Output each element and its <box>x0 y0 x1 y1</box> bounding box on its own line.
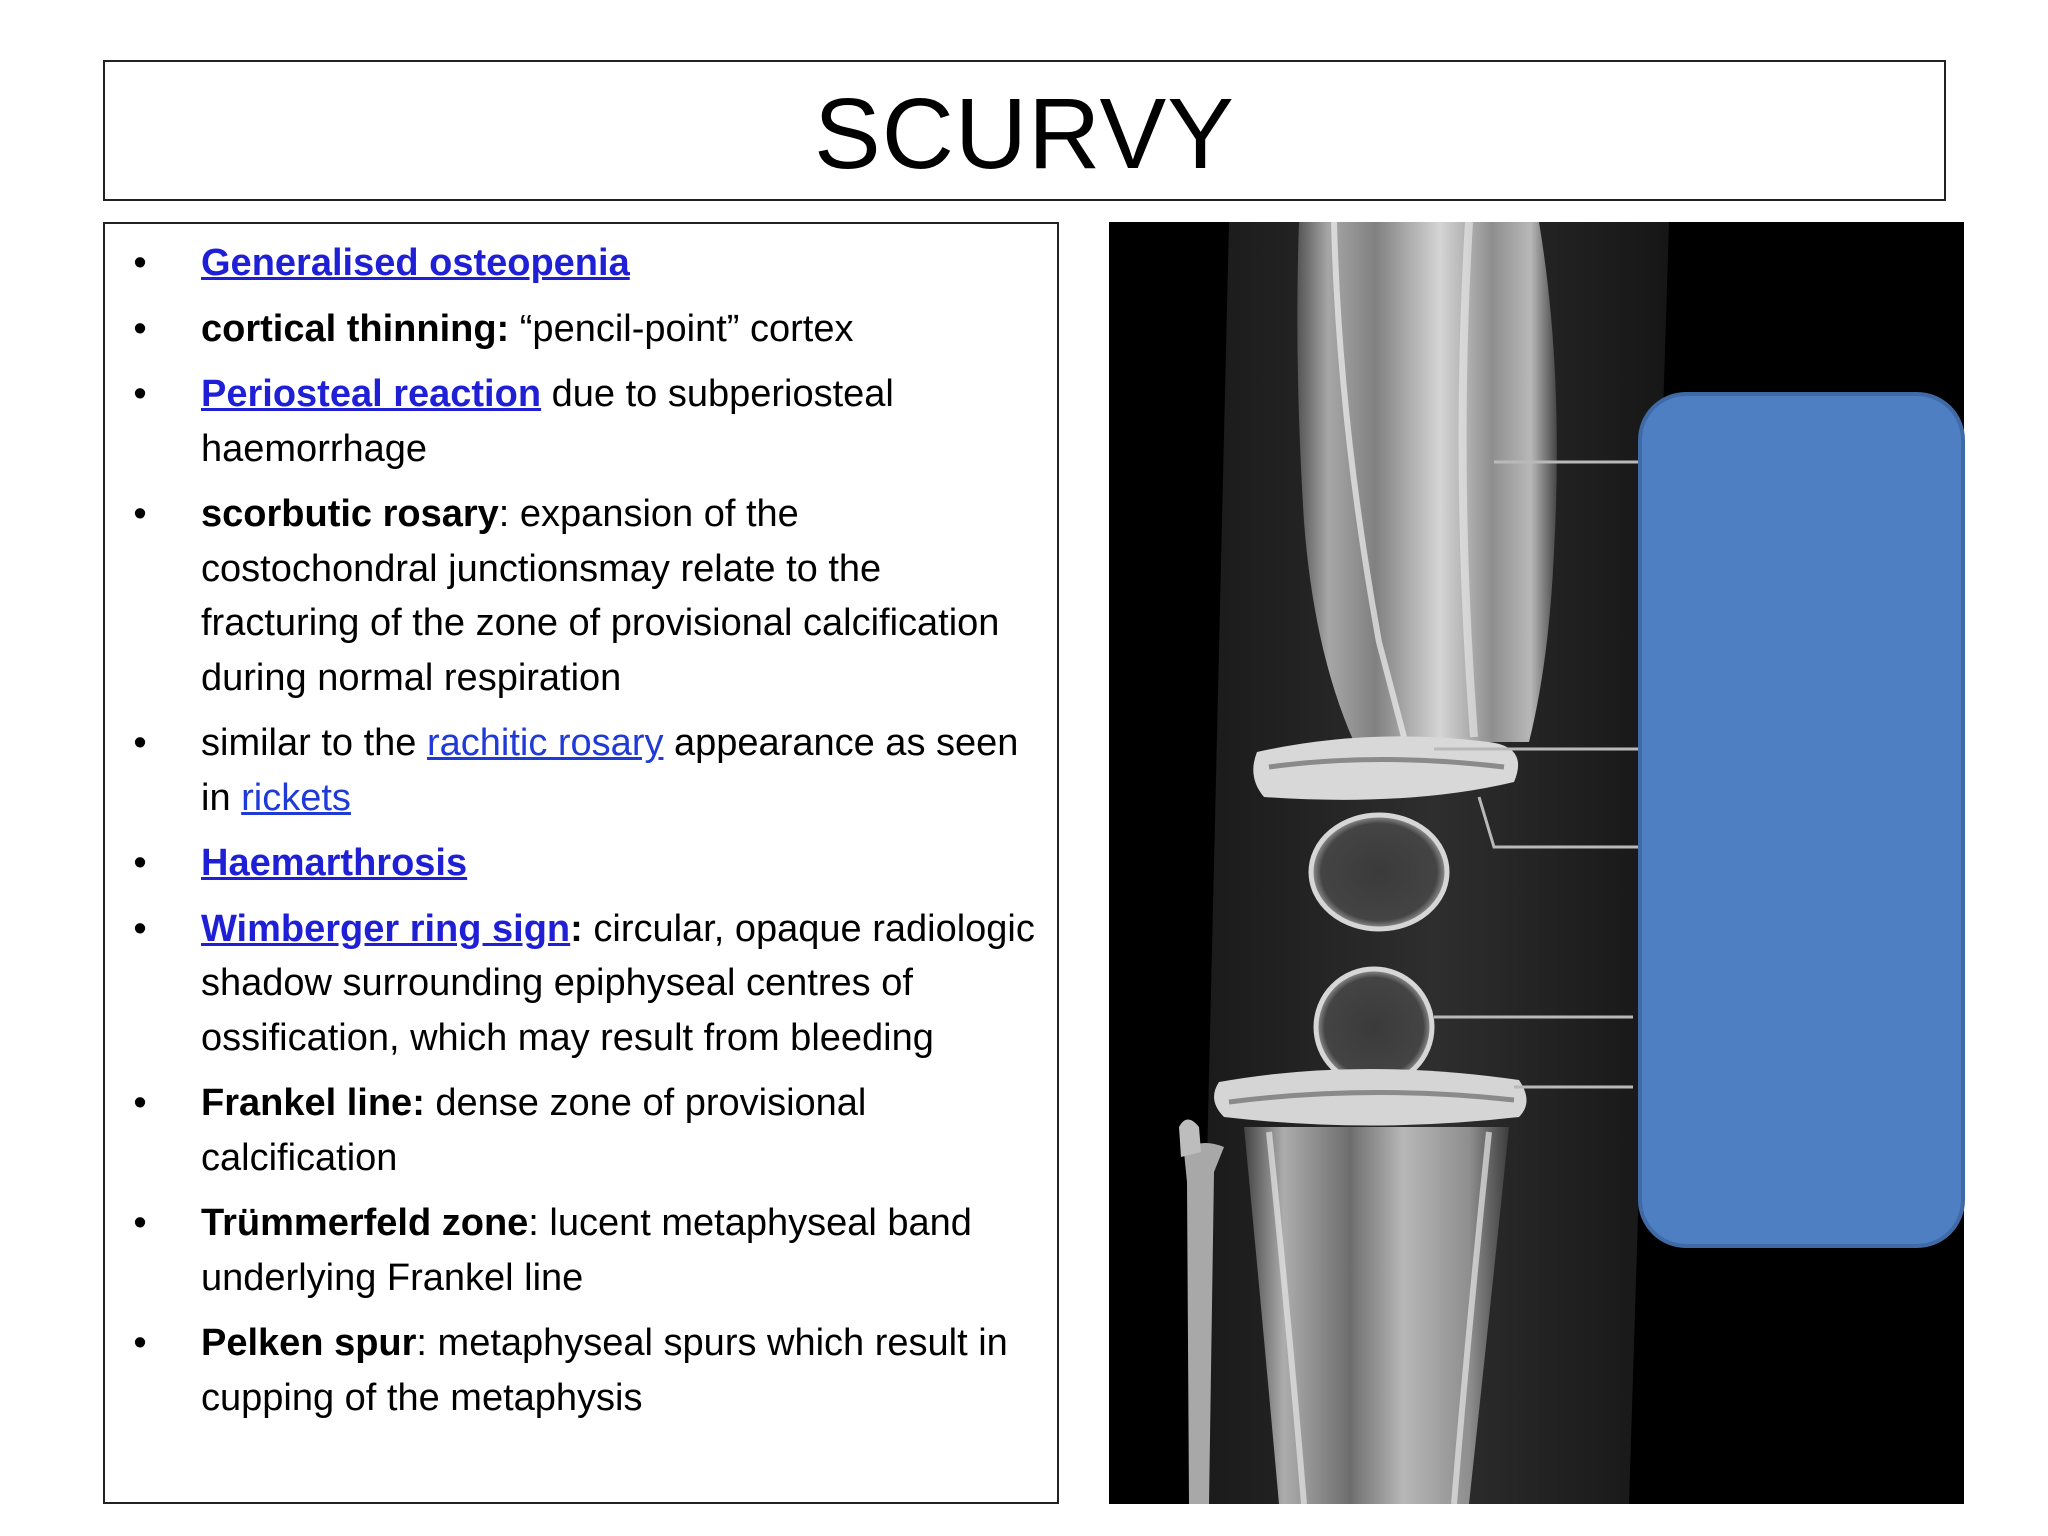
bullet-dot: • <box>133 1082 147 1124</box>
femoral-epiphysis-ring <box>1311 815 1447 929</box>
bullet-text: dense zone of provisional calcification <box>201 1082 867 1179</box>
bullet-item <box>105 1076 1057 1185</box>
title-box <box>103 60 1946 201</box>
bullet-list-panel <box>103 222 1059 1504</box>
bullet-dot: • <box>133 1202 147 1244</box>
bullet-dot: • <box>133 307 147 350</box>
bullet-text: : metaphyseal spurs which result in cupping of the metaphysis <box>201 1322 1008 1419</box>
bullet-dot: • <box>133 1322 147 1364</box>
bullet-text: “pencil-point” cortex <box>509 307 854 350</box>
bullet-item <box>105 902 1057 1066</box>
bullet-dot: • <box>133 242 147 284</box>
slide-title: SCURVY <box>814 78 1235 190</box>
bullet-text: circular, opaque radiologic shadow surrounding epiphyseal centres of ossification, which may result from bleeding <box>201 907 1035 1059</box>
bullet-dot: • <box>133 493 147 535</box>
bullet-item <box>105 302 1057 357</box>
bullet-term: Pelken spur <box>201 1322 417 1364</box>
tibia <box>1244 1127 1509 1504</box>
bullet-item <box>105 836 1057 891</box>
bullet-item <box>105 487 1057 705</box>
bullet-text: due to subperiosteal haemorrhage <box>201 373 894 470</box>
bullet-item <box>105 367 1057 476</box>
bullet-item <box>105 1196 1057 1305</box>
bullet-link[interactable]: Periosteal reaction <box>201 373 542 415</box>
bullet-text: appearance as seen in <box>201 722 1019 819</box>
bullet-list <box>105 224 1057 1425</box>
bullet-link[interactable]: Generalised osteopenia <box>201 242 630 284</box>
bullet-dot: • <box>133 842 147 884</box>
bullet-link[interactable]: rachitic rosary <box>426 722 664 764</box>
bullet-text: : lucent metaphyseal band underlying Frankel line <box>201 1202 972 1299</box>
tibial-epiphysis-ring <box>1316 969 1432 1085</box>
bullet-link[interactable]: Wimberger ring sign <box>201 907 571 950</box>
bullet-item <box>105 236 1057 291</box>
bullet-item <box>105 716 1057 825</box>
bullet-link[interactable]: Haemarthrosis <box>201 842 468 884</box>
bullet-term: Trümmerfeld zone <box>201 1202 529 1244</box>
bullet-term: scorbutic rosary <box>201 493 499 535</box>
label-placeholder-box <box>1638 392 1965 1248</box>
bullet-item <box>105 1316 1057 1425</box>
bullet-term: cortical thinning: <box>201 307 510 350</box>
bullet-dot: • <box>133 722 147 764</box>
bullet-term: : <box>570 907 583 950</box>
bullet-text: : expansion of the costochondral junctionsmay relate to the fracturing of the zone of provisional calcification during normal respiration <box>201 493 1000 699</box>
tibial-metaphysis-band <box>1214 1069 1526 1126</box>
bullet-dot: • <box>133 373 147 415</box>
bullet-dot: • <box>133 907 147 950</box>
femur <box>1297 222 1557 742</box>
bullet-text: similar to the <box>201 722 427 764</box>
bullet-link[interactable]: rickets <box>241 776 351 819</box>
bullet-term: Frankel line: <box>201 1082 425 1124</box>
